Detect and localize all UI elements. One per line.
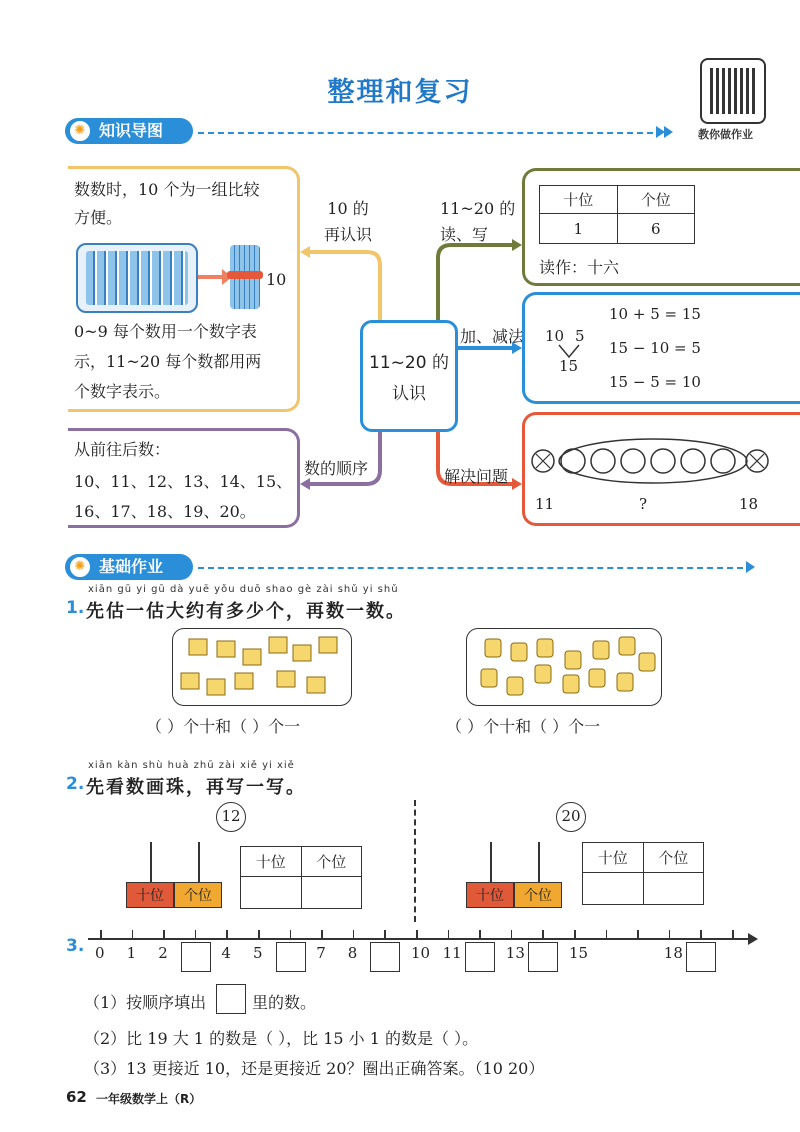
link-label-recognize-ten: 10 的 再认识 xyxy=(323,199,372,244)
number-line-tick xyxy=(669,930,671,940)
abacus-ones-label: 个位 xyxy=(514,882,562,908)
number-line-label: 10 xyxy=(411,944,431,962)
number-line-label: 1 xyxy=(126,944,137,962)
equation: 15 − 5 = 10 xyxy=(609,373,701,391)
qr-label: 教你做作业 xyxy=(698,128,753,141)
number-line-tick xyxy=(353,930,355,940)
cylinders-image xyxy=(466,628,662,706)
text-line: 方便。 xyxy=(74,208,123,227)
number-line-blank[interactable] xyxy=(686,942,716,972)
number-line-label: 2 xyxy=(158,944,168,962)
answer-box-sample xyxy=(216,984,246,1014)
label-unknown: ? xyxy=(639,495,648,513)
number-line-blank[interactable] xyxy=(181,942,211,972)
pinyin: xiān kàn shù huà zhū zài xiě yi xiě xyxy=(88,760,295,771)
abacus-tens-label: 十位 xyxy=(126,882,174,908)
place-value-table: 十位 个位 1 6 xyxy=(539,185,695,244)
number-line-label: 13 xyxy=(505,944,525,962)
page-title: 整理和复习 xyxy=(327,77,473,108)
split-part: 5 xyxy=(575,327,585,345)
number-line-tick xyxy=(100,930,102,940)
link-label-problem: 解决问题 xyxy=(444,467,509,486)
answer-blank-right[interactable]: （ ）个十和（ ）个一 xyxy=(446,717,601,736)
arrow-icon xyxy=(748,933,758,945)
question-number: 3. xyxy=(66,936,85,956)
number-line-tick xyxy=(606,930,608,940)
number-line-label: 4 xyxy=(221,944,231,962)
divider xyxy=(198,567,743,569)
split-part: 10 xyxy=(545,327,565,345)
answer-blank-left[interactable]: （ ）个十和（ ）个一 xyxy=(146,717,301,736)
number-line-tick xyxy=(637,930,639,940)
split-total: 15 xyxy=(559,357,579,375)
center-node xyxy=(360,320,458,432)
rod-tens xyxy=(150,842,152,882)
equation: 15 − 10 = 5 xyxy=(609,339,701,357)
number-line-blank[interactable] xyxy=(370,942,400,972)
equation: 10 + 5 = 15 xyxy=(609,305,701,323)
question-number: 1. xyxy=(66,598,85,618)
page-number: 62 xyxy=(66,1088,87,1106)
footer-text: 一年级数学上（R） xyxy=(96,1092,202,1106)
lightbulb-icon: ✺ xyxy=(68,119,92,143)
number-line-label: 5 xyxy=(253,944,263,962)
number-line-tick xyxy=(542,930,544,940)
rod-tens xyxy=(490,842,492,882)
number-line-tick xyxy=(448,930,450,940)
number-line-label: 11 xyxy=(442,944,462,962)
number-line-tick xyxy=(132,930,134,940)
cubes-image xyxy=(172,628,352,706)
sticks-loose xyxy=(76,243,198,313)
number-line-blank[interactable] xyxy=(276,942,306,972)
link-label-read-write: 11~20 的 读、写 xyxy=(440,199,516,244)
number-line-label: 18 xyxy=(663,944,683,962)
arrow-icon xyxy=(198,275,224,279)
label-start: 11 xyxy=(535,495,555,513)
rod-ones xyxy=(198,842,200,882)
bead-diagram xyxy=(525,425,775,485)
sub-question-1-tail: 里的数。 xyxy=(252,993,317,1012)
number-line-blank[interactable] xyxy=(465,942,495,972)
number-line-tick xyxy=(163,930,165,940)
sub-question-1: （1）按顺序填出 xyxy=(84,993,207,1012)
question-text: 先估一估大约有多少个，再数一数。 xyxy=(86,601,406,622)
sticks-bundle xyxy=(230,245,260,309)
number-line-tick xyxy=(416,930,418,940)
number-line-tick xyxy=(732,930,734,940)
section-label: 基础作业 xyxy=(99,557,164,576)
sub-question-3[interactable]: （3）13 更接近 10，还是更接近 20？圈出正确答案。（10 20） xyxy=(84,1059,545,1078)
label-end: 18 xyxy=(739,495,759,513)
place-value-table-left[interactable]: 十位 个位 xyxy=(240,846,362,909)
text-line: 数数时，10 个为一组比较 xyxy=(74,180,260,199)
place-value-table-right[interactable]: 十位 个位 xyxy=(582,842,704,905)
sub-question-2[interactable]: （2）比 19 大 1 的数是（ ），比 15 小 1 的数是（ ）。 xyxy=(84,1029,479,1048)
section-label: 知识导图 xyxy=(99,121,164,140)
number-line-tick xyxy=(290,930,292,940)
number-line-label: 0 xyxy=(95,944,105,962)
number-line-tick xyxy=(321,930,323,940)
abacus-tens-label: 十位 xyxy=(466,882,514,908)
box-problem xyxy=(522,412,800,526)
number-line-tick xyxy=(258,930,260,940)
divider xyxy=(414,800,416,922)
target-number-right: 20 xyxy=(556,802,586,832)
box-read-write xyxy=(522,168,800,286)
center-title-1: 11~20 的 xyxy=(369,353,449,373)
link-label-add-sub: 加、减法 xyxy=(460,327,525,346)
number-line-tick xyxy=(700,930,702,940)
number-line-tick xyxy=(195,930,197,940)
reading-text: 读作：十六 xyxy=(539,258,620,277)
text-line: 16、17、18、19、20。 xyxy=(74,502,256,521)
question-text: 先看数画珠，再写一写。 xyxy=(86,777,306,798)
box-ten-grouping xyxy=(68,166,300,412)
pinyin: xiān gū yi gū dà yuē yǒu duō shao gè zài shǔ yi shǔ xyxy=(88,584,399,595)
section-homework xyxy=(65,554,193,580)
abacus-ones-label: 个位 xyxy=(174,882,222,908)
link-label-order: 数的顺序 xyxy=(304,459,369,478)
target-number-left: 12 xyxy=(216,802,246,832)
text-line: 示，11~20 每个数都用两 xyxy=(74,352,262,371)
lightbulb-icon: ✺ xyxy=(68,555,92,579)
number-line-label: 15 xyxy=(569,944,589,962)
box-add-sub xyxy=(522,292,800,404)
number-line xyxy=(88,938,748,940)
number-line-tick xyxy=(479,930,481,940)
arrow-icon xyxy=(746,561,755,573)
number-line-tick xyxy=(226,930,228,940)
question-number: 2. xyxy=(66,774,85,794)
number-line-tick xyxy=(574,930,576,940)
center-title-2: 认识 xyxy=(392,384,426,404)
number-line-label: 7 xyxy=(316,944,326,962)
rod-ones xyxy=(538,842,540,882)
text-line: 个数字表示。 xyxy=(74,382,171,401)
number-line-tick xyxy=(511,930,513,940)
number-line-label: 8 xyxy=(347,944,358,962)
box-number-order xyxy=(68,428,300,528)
text-line: 0~9 每个数用一个数字表 xyxy=(74,322,257,341)
number-line-blank[interactable] xyxy=(528,942,558,972)
text-line: 从前往后数： xyxy=(74,440,171,459)
number-line-tick xyxy=(384,930,386,940)
text-line: 10、11、12、13、14、15、 xyxy=(74,472,293,491)
bundle-label: 10 xyxy=(266,270,287,289)
